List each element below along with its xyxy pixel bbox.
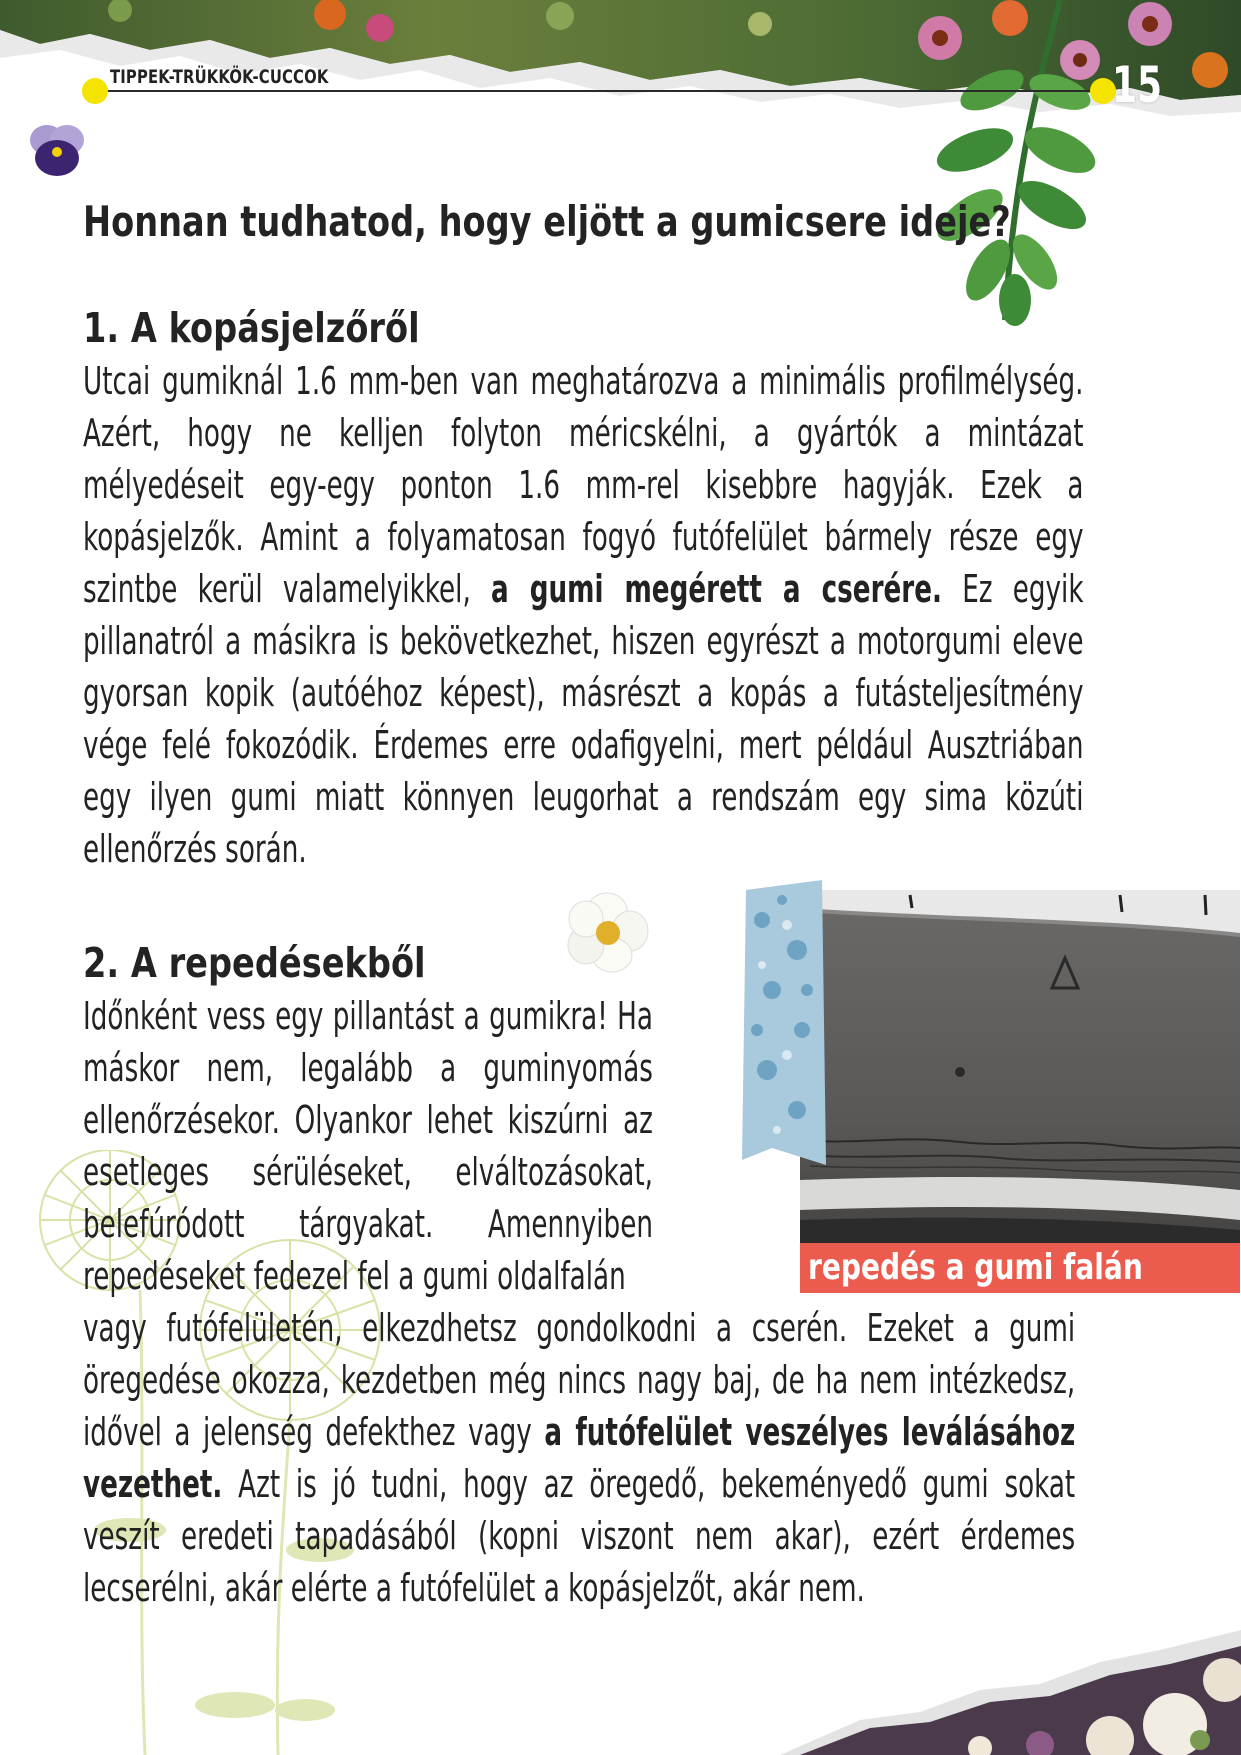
section-1-text-a: Utcai gumiknál 1.6 mm-ben van meghatározva a minimális profilmélység. Azért, hogy ne kelljen folyton méricskélni, a gyártók a mintázat mélyedéseit egy-egy ponton 1.6 mm-rel kisebbre hagyják. Ezek a kopásjelzők. Amint a folyamatosan fogyó futófelület bármely része egy szintbe kerül valamelyikkel, xyxy=(83,359,1084,611)
section-2-text-b: vagy futófelületén, elkezdhetsz gondolkodni a cserén. Ezeket a gumi öregedése okozza, kezdetben még nincs nagy baj, de ha nem intézkedsz, idővel a jelenség defekthez vagy xyxy=(83,1306,1076,1454)
section-2-heading: 2. A repedésekből xyxy=(83,939,426,987)
section-2-text-c: Azt is jó tudni, hogy az öregedő, bekeményedő gumi sokat veszít eredeti tapadásából (kopni viszont nem akar), ezért érdemes lecserélni, akár elérte a futófelület a kopásjelzőt, akár nem. xyxy=(83,1462,1076,1610)
pansy-icon xyxy=(25,118,89,182)
header-rule xyxy=(95,90,1105,92)
header-dot-left xyxy=(82,78,108,104)
section-2-text-bold: a futófelület veszélyes leválásához vezethet. xyxy=(83,1410,1076,1506)
section-1-text-b: Ez egyik pillanatról a másikra is bekövetkezhet, hiszen egyrészt a motorgumi eleve gyorsan kopik (autóéhoz képest), másrészt a kopás a futásteljesítmény vége felé fokozódik. Érdemes erre odafigyelni, mert például Ausztriában egy ilyen gumi miatt könnyen leugorhat a rendszám egy sima közúti ellenőrzés során. xyxy=(83,567,1084,871)
page-number: 15 xyxy=(1112,56,1163,114)
section-1-heading: 1. A kopásjelzőről xyxy=(83,304,420,352)
section-1-body xyxy=(83,355,1084,875)
section-2-body-wrapped: Időnként vess egy pillantást a gumikra! Ha máskor nem, legalább a guminyomás ellenőrzésekor. Olyankor lehet kiszúrni az esetleges sérüléseket, elváltozásokat, belefúródott tárgyakat. Amennyiben repedéseket fedezel fel a gumi oldalfalán xyxy=(83,994,653,1298)
tire-crack-photo xyxy=(800,890,1240,1292)
white-flower-icon xyxy=(562,887,652,977)
leaf-branch-icon xyxy=(920,0,1120,330)
floral-tape-icon xyxy=(742,880,827,1165)
article-title: Honnan tudhatod, hogy eljött a gumicsere ideje? xyxy=(83,197,1011,246)
photo-caption-text: repedés a gumi falán xyxy=(808,1247,1143,1288)
section-label: TIPPEK-TRÜKKÖK-CUCCOK xyxy=(110,66,329,88)
section-2-body xyxy=(83,1302,1075,1614)
photo-caption xyxy=(800,1243,1240,1293)
section-1-text-bold: a gumi megérett a cserére. xyxy=(491,567,942,611)
